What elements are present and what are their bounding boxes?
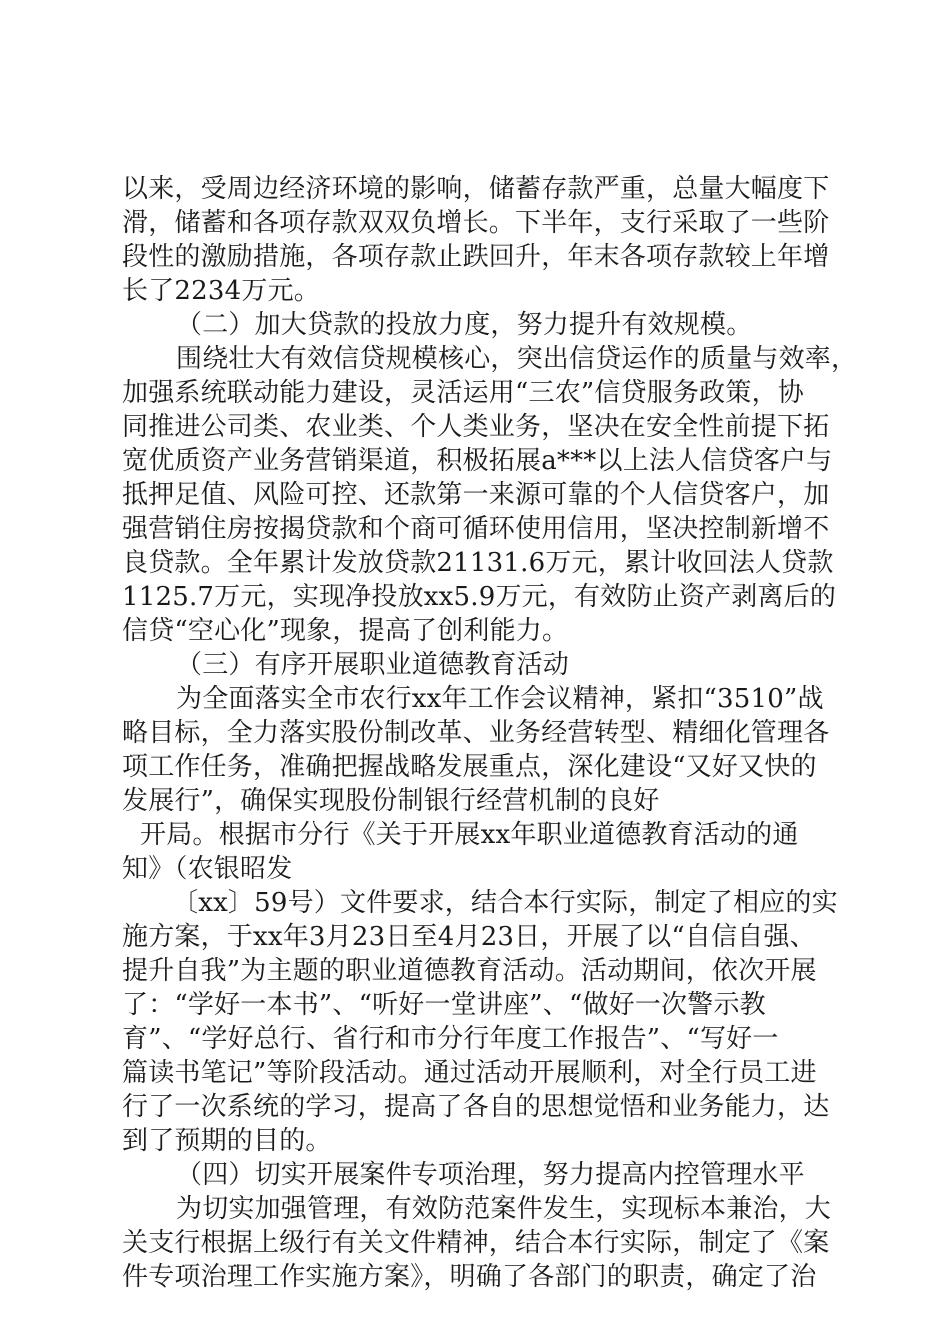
- text-line: 项工作任务，准确把握战略发展重点，深化建设“又好又快的: [122, 752, 817, 782]
- text-line: 关支行根据上级行有关文件精神，结合本行实际，制定了《案: [122, 1228, 830, 1258]
- text-line: 强营销住房按揭贷款和个商可循环使用信用，坚决控制新增不: [122, 514, 830, 544]
- text-line: 段性的激励措施，各项存款止跌回升，年末各项存款较上年增: [122, 242, 830, 272]
- text-line: 宽优质资产业务营销渠道，积极拓展a***以上法人信贷客户与: [122, 446, 833, 476]
- text-line: 信贷“空心化”现象，提高了创利能力。: [122, 616, 569, 646]
- text-line: 良贷款。全年累计发放贷款21131.6万元，累计收回法人贷款: [122, 548, 834, 578]
- text-line: 为切实加强管理，有效防范案件发生，实现标本兼治，大: [176, 1194, 832, 1224]
- text-line: 施方案，于xx年3月23日至4月23日，开展了以“自信自强、: [122, 922, 816, 952]
- text-line: 〔xx〕59号）文件要求，结合本行实际，制定了相应的实: [172, 888, 838, 918]
- text-line: 长了2234万元。: [122, 276, 320, 306]
- text-line: 同推进公司类、农业类、个人类业务，坚决在安全性前提下拓: [122, 412, 830, 442]
- text-line: 为全面落实全市农行xx年工作会议精神，紧扣“3510”战: [176, 684, 824, 714]
- text-line: 件专项治理工作实施方案》，明确了各部门的职责，确定了治: [122, 1262, 817, 1292]
- text-line: 知》（农银昭发: [122, 854, 293, 884]
- section-heading: （二）加大贷款的投放力度，努力提升有效规模。: [176, 310, 753, 340]
- text-line: 开局。根据市分行《关于开展xx年职业道德教育活动的通: [140, 820, 799, 850]
- text-line: 1125.7万元，实现净投放xx5.9万元，有效防止资产剥离后的: [122, 582, 837, 612]
- text-line: 略目标，全力落实股份制改革、业务经营转型、精细化管理各: [122, 718, 830, 748]
- text-line: 发展行”，确保实现股份制银行经营机制的良好: [122, 786, 660, 816]
- text-line: 围绕壮大有效信贷规模核心，突出信贷运作的质量与效率，: [176, 344, 858, 374]
- section-heading: （四）切实开展案件专项治理，努力提高内控管理水平: [176, 1160, 805, 1190]
- text-line: 提升自我”为主题的职业道德教育活动。活动期间，依次开展: [122, 956, 817, 986]
- text-line: 加强系统联动能力建设，灵活运用“三农”信贷服务政策，协: [122, 378, 804, 408]
- text-line: 了：“学好一本书”、“听好一堂讲座”、“做好一次警示教: [122, 990, 766, 1020]
- text-line: 以来，受周边经济环境的影响，储蓄存款严重，总量大幅度下: [122, 174, 830, 204]
- text-line: 篇读书笔记”等阶段活动。通过活动开展顺利，对全行员工进: [122, 1058, 817, 1088]
- text-line: 滑，储蓄和各项存款双双负增长。下半年，支行采取了一些阶: [122, 208, 830, 238]
- section-heading: （三）有序开展职业道德教育活动: [176, 650, 570, 680]
- text-line: 抵押足值、风险可控、还款第一来源可靠的个人信贷客户，加: [122, 480, 830, 510]
- text-line: 到了预期的目的。: [122, 1126, 332, 1156]
- text-line: 行了一次系统的学习，提高了各自的思想觉悟和业务能力，达: [122, 1092, 830, 1122]
- text-line: 育”、“学好总行、省行和市分行年度工作报告”、“写好一: [122, 1024, 779, 1054]
